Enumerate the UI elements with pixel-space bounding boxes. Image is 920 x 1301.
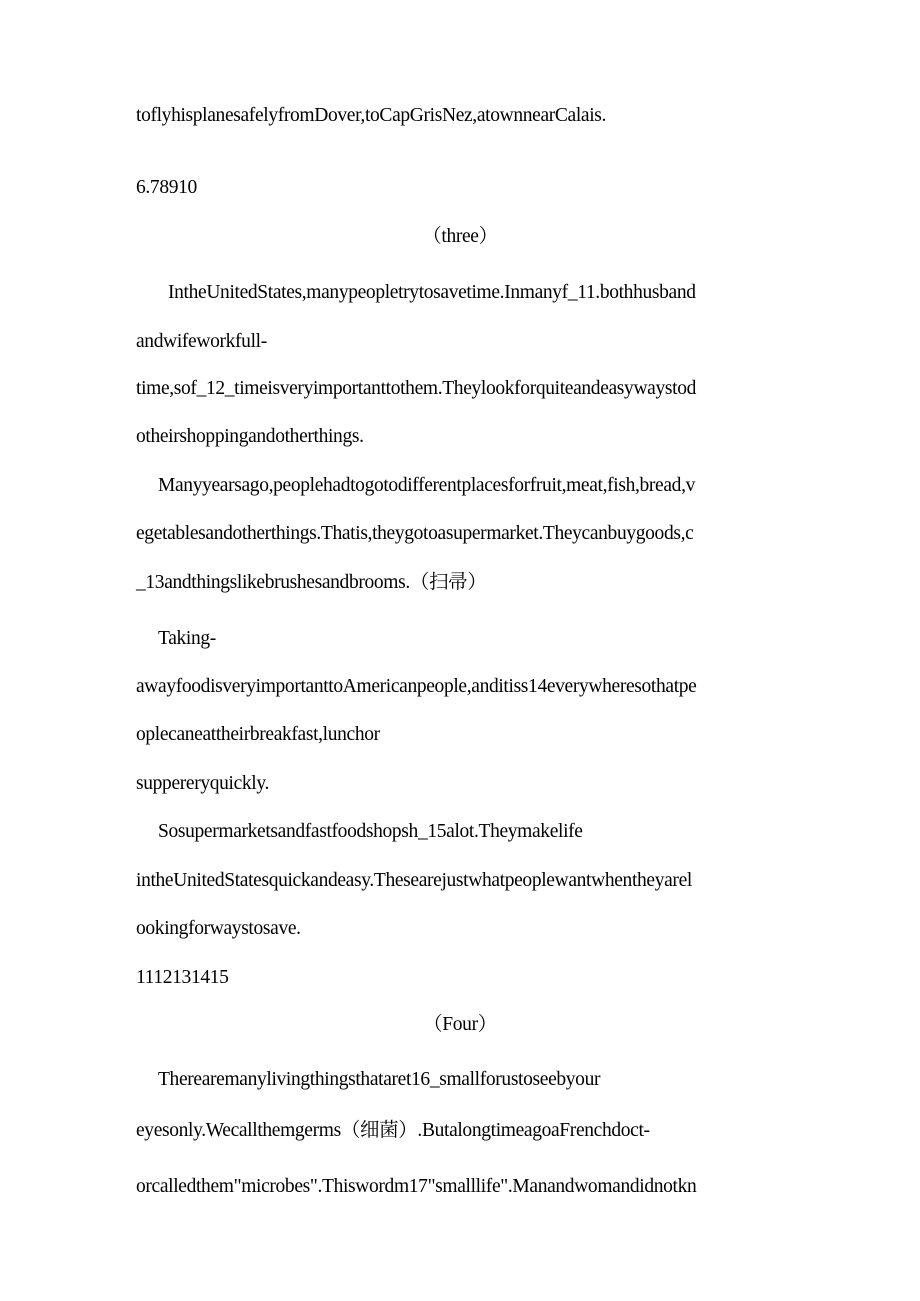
- paragraph-line: awayfoodisveryimportanttoAmericanpeople,anditiss14everywheresothatpe: [136, 676, 697, 697]
- paragraph-line: andwifeworkfull-: [136, 331, 267, 352]
- section-heading-three: （three）: [422, 226, 498, 247]
- paragraph-line: Manyyearsago,peoplehadtogotodifferentplacesforfruit,meat,fish,bread,v: [158, 475, 695, 496]
- section-heading-four: （Four）: [423, 1014, 497, 1035]
- paragraph-line: Therearemanylivingthingsthataret16_smallforustoseebyour: [158, 1069, 601, 1090]
- paragraph-line: _13andthingslikebrushesandbrooms.（扫帚）: [136, 572, 487, 593]
- paragraph-line: Sosupermarketsandfastfoodshopsh_15alot.Theymakelife: [158, 821, 583, 842]
- paragraph-line: otheirshoppingandotherthings.: [136, 426, 364, 447]
- paragraph-line: IntheUnitedStates,manypeopletrytosavetime.Inmanyf_11.bothhusband: [168, 282, 696, 303]
- paragraph-line: oplecaneattheirbreakfast,lunchor: [136, 724, 380, 745]
- answer-line: 6.78910: [136, 177, 197, 198]
- paragraph-line: orcalledthem"microbes".Thiswordm17"smalllife".Manandwomandidnotkn: [136, 1176, 697, 1197]
- paragraph-line: suppereryquickly.: [136, 773, 270, 794]
- paragraph-line: ookingforwaystosave.: [136, 918, 301, 939]
- paragraph-line: time,sof_12_timeisveryimportanttothem.Theylookforquiteandeasywaystod: [136, 378, 696, 399]
- paragraph-line: egetablesandotherthings.Thatis,theygotoasupermarket.Theycanbuygoods,c: [136, 523, 694, 544]
- text-line: toflyhisplanesafelyfromDover,toCapGrisNez,atownnearCalais.: [136, 105, 607, 126]
- paragraph-line: Taking-: [158, 628, 216, 649]
- paragraph-line: intheUnitedStatesquickandeasy.Thesearejustwhatpeoplewantwhentheyarel: [136, 870, 692, 891]
- paragraph-line: eyesonly.Wecallthemgerms（细菌）.ButalongtimeagoaFrenchdoct-: [136, 1120, 650, 1141]
- answer-line: 1112131415: [136, 967, 229, 988]
